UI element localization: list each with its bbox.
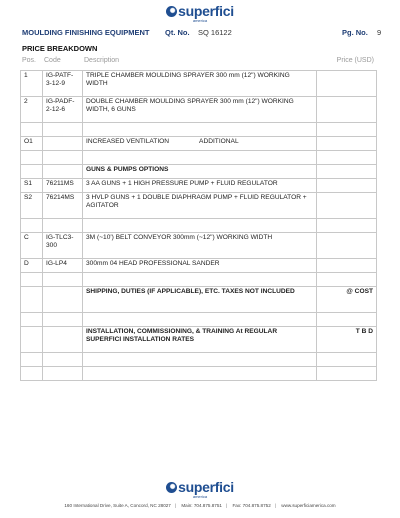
document-header <box>22 28 382 40</box>
brand-swirl-icon <box>166 6 177 17</box>
row-pos: C <box>21 233 43 259</box>
row-description: SHIPPING, DUTIES (IF APPLICABLE), ETC. TAXES NOT INCLUDED <box>83 287 317 313</box>
row-description <box>83 137 317 151</box>
table-row-empty <box>21 219 377 233</box>
row-pos: S1 <box>21 179 43 193</box>
row-pos: 1 <box>21 71 43 97</box>
row-pos: O1 <box>21 137 43 151</box>
table-row-empty <box>21 367 377 381</box>
footer-main-phone: Main: 704.875.8751 <box>181 503 222 508</box>
row-price <box>317 193 377 219</box>
row-description: 3M (~10') BELT CONVEYOR 300mm (~12") WORKING WIDTH <box>83 233 317 259</box>
footer-logo <box>0 480 400 499</box>
row-price <box>317 259 377 273</box>
col-code: Code <box>44 57 61 64</box>
section-title: PRICE BREAKDOWN <box>22 44 98 53</box>
row-description: INSTALLATION, COMMISSIONING, & TRAINING At REGULAR SUPERFICI INSTALLATION RATES <box>83 327 317 353</box>
table-row-empty <box>21 353 377 367</box>
table-row-empty <box>21 273 377 287</box>
table-row <box>21 193 377 219</box>
table-row <box>21 179 377 193</box>
row-price <box>317 137 377 151</box>
brand-sub: america <box>192 18 208 23</box>
row-price <box>317 97 377 123</box>
footer-brand-sub: america <box>192 494 208 499</box>
doc-title: MOULDING FINISHING EQUIPMENT <box>22 28 150 37</box>
column-headers <box>20 57 378 68</box>
footer-brand-name: superfici <box>178 479 234 495</box>
table-row <box>21 233 377 259</box>
row-description: 300mm 04 HEAD PROFESSIONAL SANDER <box>83 259 317 273</box>
row-description: 3 HVLP GUNS + 1 DOUBLE DIAPHRAGM PUMP + FLUID REGULATOR + AGITATOR <box>83 193 317 219</box>
footer-swirl-icon <box>166 482 177 493</box>
row-extra: ADDITIONAL <box>199 138 239 145</box>
row-code <box>43 165 83 179</box>
brand-name: superfici <box>178 3 234 19</box>
row-code: 76211MS <box>43 179 83 193</box>
row-description: DOUBLE CHAMBER MOULDING SPRAYER 300 mm (12") WORKING WIDTH, 6 GUNS <box>83 97 317 123</box>
row-price <box>317 165 377 179</box>
row-code: IG-TLC3-300 <box>43 233 83 259</box>
footer-fax: Fax: 704.875.8752 <box>232 503 271 508</box>
row-price: T B D <box>317 327 377 353</box>
row-price <box>317 71 377 97</box>
table-row <box>21 287 377 313</box>
col-price: Price (USD) <box>336 57 374 64</box>
row-pos: 2 <box>21 97 43 123</box>
row-pos <box>21 165 43 179</box>
row-price <box>317 179 377 193</box>
table-row <box>21 327 377 353</box>
page-number: 9 <box>377 28 382 37</box>
row-code <box>43 137 83 151</box>
row-pos <box>21 327 43 353</box>
col-description: Description <box>84 57 120 64</box>
table-row <box>21 259 377 273</box>
table-row-empty <box>21 151 377 165</box>
table-row <box>21 165 377 179</box>
col-pos: Pos. <box>22 57 37 64</box>
footer-website[interactable]: www.superficiamerica.com <box>281 503 336 508</box>
table-row <box>21 137 377 151</box>
price-table <box>20 70 377 381</box>
row-code: 76214MS <box>43 193 83 219</box>
row-code: IG-LP4 <box>43 259 83 273</box>
footer-contact: 160 International Drive, Suite A, Concord, NC 28027 | Main: 704.875.8751 | Fax: 704.875.8752 | www.superficiamerica.com <box>64 503 336 508</box>
quote-number: SQ 16122 <box>198 28 232 37</box>
row-pos <box>21 287 43 313</box>
row-code: IG-PADF-2-12-6 <box>43 97 83 123</box>
row-description: TRIPLE CHAMBER MOULDING SPRAYER 300 mm (12") WORKING WIDTH <box>83 71 317 97</box>
row-code <box>43 327 83 353</box>
row-code <box>43 287 83 313</box>
row-price <box>317 233 377 259</box>
row-description-text: INCREASED VENTILATION <box>86 138 170 145</box>
row-pos: S2 <box>21 193 43 219</box>
table-row-empty <box>21 313 377 327</box>
row-code: IG-PATF-3-12-9 <box>43 71 83 97</box>
row-pos: D <box>21 259 43 273</box>
quote-label: Qt. No. <box>165 28 190 37</box>
row-price: @ COST <box>317 287 377 313</box>
page-label: Pg. No. <box>342 28 368 37</box>
row-description: 3 AA GUNS + 1 HIGH PRESSURE PUMP + FLUID REGULATOR <box>83 179 317 193</box>
row-description: GUNS & PUMPS OPTIONS <box>83 165 317 179</box>
table-row-empty <box>21 123 377 137</box>
table-row <box>21 97 377 123</box>
footer-address: 160 International Drive, Suite A, Concord, NC 28027 <box>64 503 171 508</box>
table-row <box>21 71 377 97</box>
brand-logo <box>0 4 400 23</box>
